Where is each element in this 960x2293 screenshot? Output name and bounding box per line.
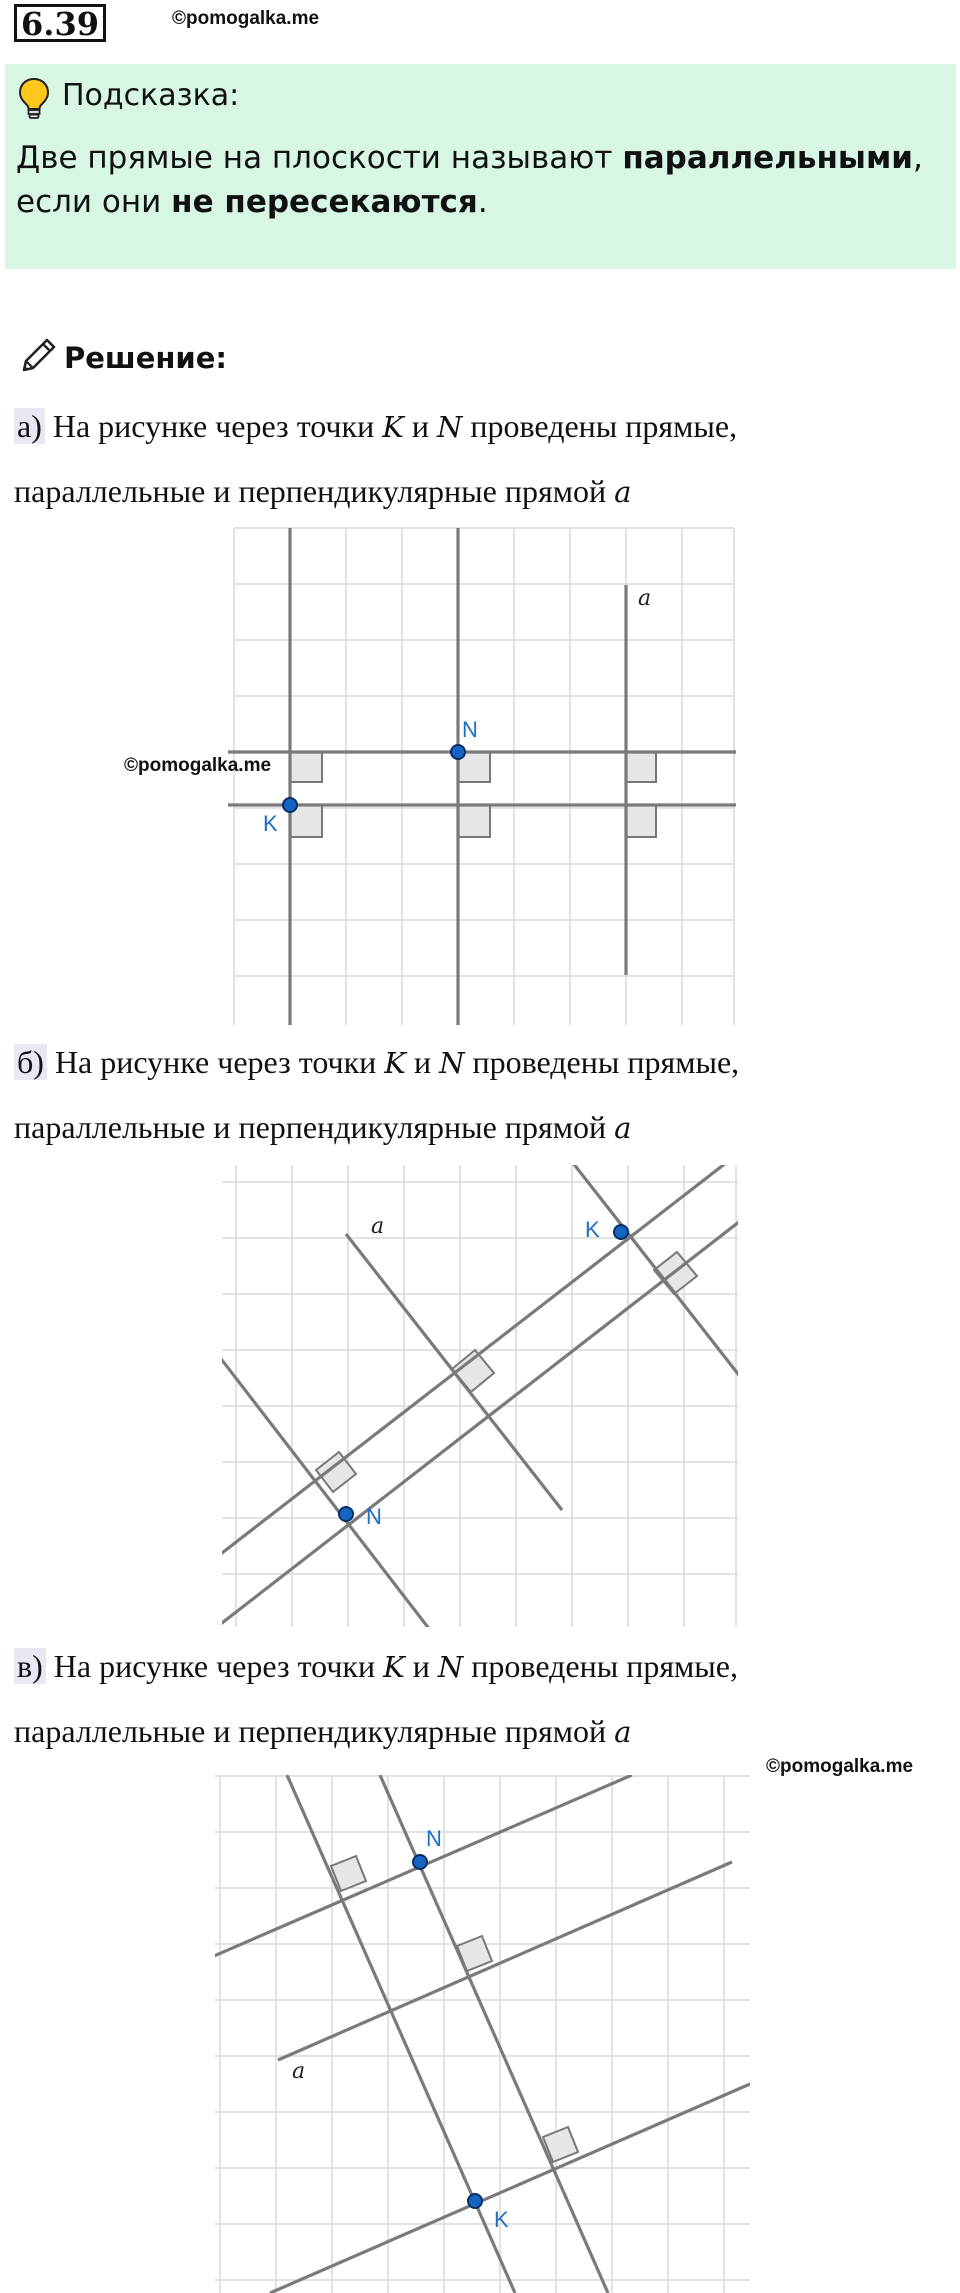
pencil-icon bbox=[16, 334, 60, 378]
point-n-c bbox=[413, 1855, 427, 1869]
watermark-figure-a: ©pomogalka.me bbox=[124, 755, 272, 776]
part-a-letter: а) bbox=[14, 408, 45, 444]
label-k-b: K bbox=[585, 1217, 600, 1242]
figure-c-right-angles bbox=[331, 1856, 578, 2162]
point-n-a bbox=[451, 745, 465, 759]
point-k-c bbox=[468, 2194, 482, 2208]
part-a-text: а) На рисунке через точки K и N проведены прямые, параллельные и перпендикулярные прямой a bbox=[14, 408, 738, 509]
task-number: 6.39 bbox=[14, 4, 106, 42]
lightbulb-icon bbox=[16, 76, 52, 120]
watermark-top: ©pomogalka.me bbox=[172, 8, 320, 29]
part-c-letter: в) bbox=[14, 1648, 46, 1684]
figure-c-lines bbox=[214, 1775, 750, 2293]
figure-b-grid bbox=[222, 1165, 738, 1627]
figure-c bbox=[0, 1770, 960, 2293]
figure-b bbox=[0, 1160, 960, 1630]
figure-a bbox=[0, 520, 960, 1030]
point-k-a bbox=[283, 798, 297, 812]
point-k-b bbox=[614, 1225, 628, 1239]
point-n-b bbox=[339, 1507, 353, 1521]
hint-text: Две прямые на плоскости называют параллельными, если они не пересекаются. bbox=[16, 140, 923, 220]
part-c-text: в) На рисунке через точки K и N проведены прямые, параллельные и перпендикулярные прямой a bbox=[14, 1648, 738, 1749]
label-n-b: N bbox=[366, 1504, 382, 1529]
label-k-a: K bbox=[263, 811, 278, 836]
label-n-c: N bbox=[426, 1826, 442, 1851]
figure-b-lines bbox=[200, 1160, 775, 1630]
label-a-b: a bbox=[371, 1214, 385, 1239]
label-n-a: N bbox=[462, 717, 478, 742]
label-k-c: K bbox=[494, 2207, 509, 2232]
figure-b-right-angles bbox=[316, 1252, 697, 1492]
part-b-text: б) На рисунке через точки K и N проведены прямые, параллельные и перпендикулярные прямой a bbox=[14, 1044, 740, 1145]
hint-title: Подсказка: bbox=[62, 78, 240, 113]
part-b-letter: б) bbox=[14, 1044, 47, 1080]
label-a-c: a bbox=[292, 2059, 306, 2084]
solution-title: Решение: bbox=[64, 341, 228, 375]
label-a-a: a bbox=[638, 586, 652, 611]
figure-a-right-angles bbox=[290, 752, 656, 837]
watermark-figure-c: ©pomogalka.me bbox=[766, 1756, 914, 1777]
